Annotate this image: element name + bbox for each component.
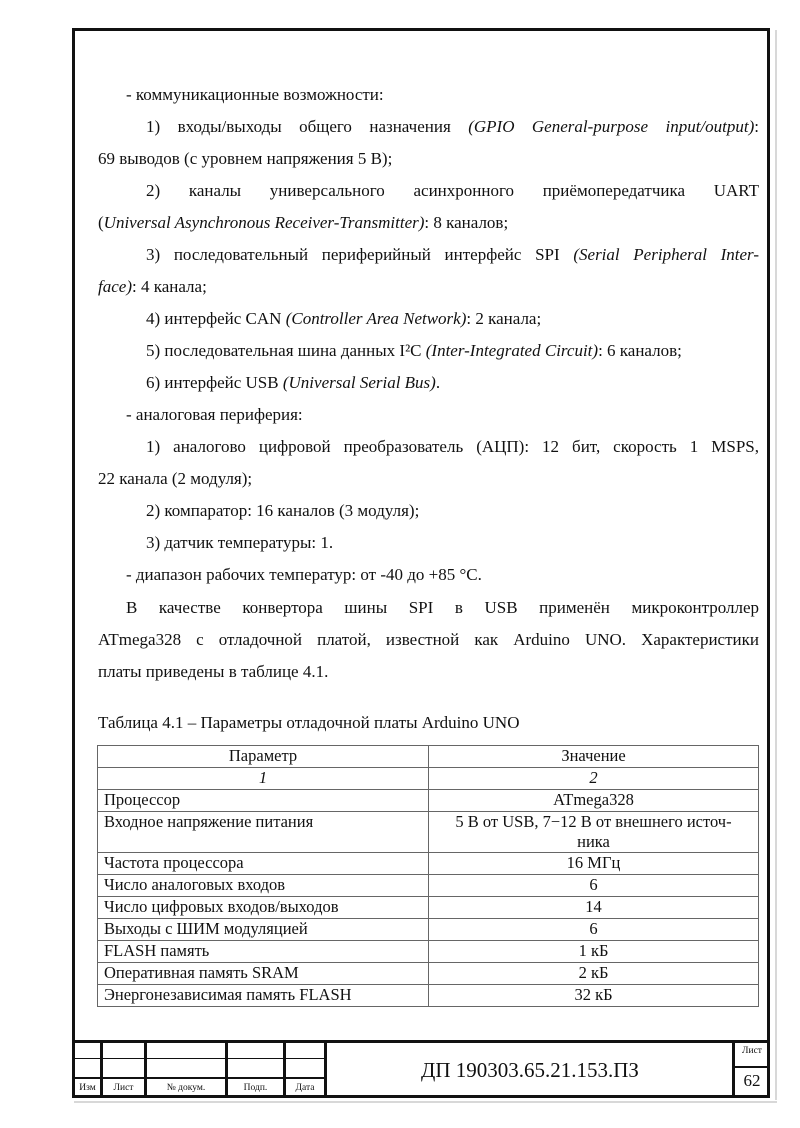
paragraph-line — [98, 149, 759, 169]
header-parameter: Параметр — [98, 746, 429, 768]
text-run: ATmega328 с отладочной платой, известной как Arduino UNO. Характеристики — [98, 630, 759, 649]
stamp-row-line — [72, 1058, 326, 1059]
text-run: . — [435, 373, 441, 392]
value-cell: 1 кБ — [429, 941, 759, 963]
italic-term: Universal Asynchronous Receiver-Transmitter) — [103, 213, 425, 232]
table-row — [98, 790, 759, 812]
page-shadow-bottom — [74, 1101, 777, 1103]
text-run: 4) интерфейс CAN — [146, 309, 286, 328]
paragraph-line — [98, 630, 759, 650]
paragraph-line — [98, 437, 759, 457]
value-cell: 6 — [429, 919, 759, 941]
paragraph-line — [98, 533, 759, 553]
value-cell: 14 — [429, 897, 759, 919]
text-run: - аналоговая периферия: — [126, 405, 303, 424]
table-row — [98, 985, 759, 1007]
column-number-2: 2 — [429, 768, 759, 790]
table-header-row — [98, 746, 759, 768]
value-cell — [429, 812, 759, 853]
paragraph-line — [98, 501, 759, 521]
text-run: 1) аналогово цифровой преобразователь (АЦП): 12 бит, скорость 1 MSPS, — [146, 437, 759, 456]
param-cell: Входное напряжение питания — [98, 812, 429, 853]
stamp-label-sheet: Лист — [113, 1083, 134, 1093]
header-value: Значение — [429, 746, 759, 768]
text-run: 3) последовательный периферийный интерфейс SPI — [146, 245, 574, 264]
paragraph-line — [98, 181, 759, 201]
paragraph-line — [98, 117, 759, 137]
paragraph-line — [98, 469, 759, 489]
table-row — [98, 875, 759, 897]
paragraph-line — [98, 598, 759, 618]
table-row — [98, 963, 759, 985]
paragraph-line — [98, 277, 759, 297]
stamp-label-doc-number: № докум. — [166, 1083, 206, 1093]
italic-term: (Inter-Integrated Circuit) — [425, 341, 599, 360]
param-cell: Оперативная память SRAM — [98, 963, 429, 985]
paragraph-line — [98, 309, 759, 329]
paragraph-line — [98, 373, 759, 393]
text-run: 1) входы/выходы общего назначения — [146, 117, 469, 136]
page-shadow-right — [775, 30, 777, 1100]
text-run: 69 выводов (с уровнем напряжения 5 В); — [98, 149, 393, 168]
text-run: : 8 каналов; — [424, 213, 509, 232]
spec-table — [97, 745, 759, 1007]
param-cell: FLASH память — [98, 941, 429, 963]
text-run: : 2 канала; — [466, 309, 542, 328]
italic-term: face) — [98, 277, 132, 296]
text-run: : 6 каналов; — [598, 341, 682, 360]
value-cell: 32 кБ — [429, 985, 759, 1007]
italic-term: (Controller Area Network) — [285, 309, 467, 328]
param-cell: Выходы с ШИМ модуляцией — [98, 919, 429, 941]
value-cell: 2 кБ — [429, 963, 759, 985]
italic-term: (Universal Serial Bus) — [282, 373, 436, 392]
stamp-label-change: Изм — [79, 1083, 96, 1093]
text-run: 3) датчик температуры: 1. — [146, 533, 334, 552]
text-run: 2) компаратор: 16 каналов (3 модуля); — [146, 501, 420, 520]
value-line: ника — [577, 832, 610, 851]
stamp-row-line — [733, 1066, 770, 1068]
sheet-label: Лист — [742, 1046, 762, 1056]
stamp-label-date: Дата — [295, 1083, 315, 1093]
value-cell: 6 — [429, 875, 759, 897]
text-run: 22 канала (2 модуля); — [98, 469, 253, 488]
table-column-numbers-row — [98, 768, 759, 790]
paragraph-line — [98, 245, 759, 265]
param-cell: Число цифровых входов/выходов — [98, 897, 429, 919]
table-caption: Таблица 4.1 – Параметры отладочной платы Arduino UNO — [98, 713, 520, 732]
paragraph-line — [98, 662, 759, 682]
text-run: 5) последовательная шина данных I²C — [146, 341, 426, 360]
text-run: 6) интерфейс USB — [146, 373, 283, 392]
italic-term: (GPIO General-purpose input/output) — [468, 117, 755, 136]
table-row — [98, 897, 759, 919]
param-cell: Энергонезависимая память FLASH — [98, 985, 429, 1007]
paragraph-line — [98, 85, 759, 105]
text-run: В качестве конвертора шины SPI в USB применён микроконтроллер — [126, 598, 759, 617]
param-cell: Число аналоговых входов — [98, 875, 429, 897]
stamp-label-signature: Подп. — [243, 1083, 268, 1093]
table-row — [98, 941, 759, 963]
text-run: : 4 канала; — [131, 277, 207, 296]
value-line: 5 В от USB, 7−12 В от внешнего источ- — [455, 812, 732, 831]
param-cell: Процессор — [98, 790, 429, 812]
table-row — [98, 812, 759, 853]
text-run: - коммуникационные возможности: — [126, 85, 384, 104]
text-run: : — [754, 117, 759, 136]
paragraph-line — [98, 565, 759, 585]
stamp-row-line — [72, 1077, 326, 1079]
table-row — [98, 919, 759, 941]
value-cell: ATmega328 — [429, 790, 759, 812]
table-row — [98, 853, 759, 875]
param-cell: Частота процессора — [98, 853, 429, 875]
value-cell: 16 МГц — [429, 853, 759, 875]
document-code: ДП 190303.65.21.153.ПЗ — [421, 1058, 639, 1082]
text-run: платы приведены в таблице 4.1. — [98, 662, 329, 681]
text-run: 2) каналы универсального асинхронного приёмопередатчика UART — [146, 181, 759, 200]
paragraph-line — [98, 341, 759, 361]
italic-term: (Serial Peripheral Inter- — [573, 245, 759, 264]
text-run: - диапазон рабочих температур: от -40 до +85 °C. — [126, 565, 482, 584]
text-run: ( — [98, 213, 104, 232]
sheet-number: 62 — [743, 1071, 761, 1090]
paragraph-line — [98, 213, 759, 233]
paragraph-line — [98, 405, 759, 425]
column-number-1: 1 — [98, 768, 429, 790]
